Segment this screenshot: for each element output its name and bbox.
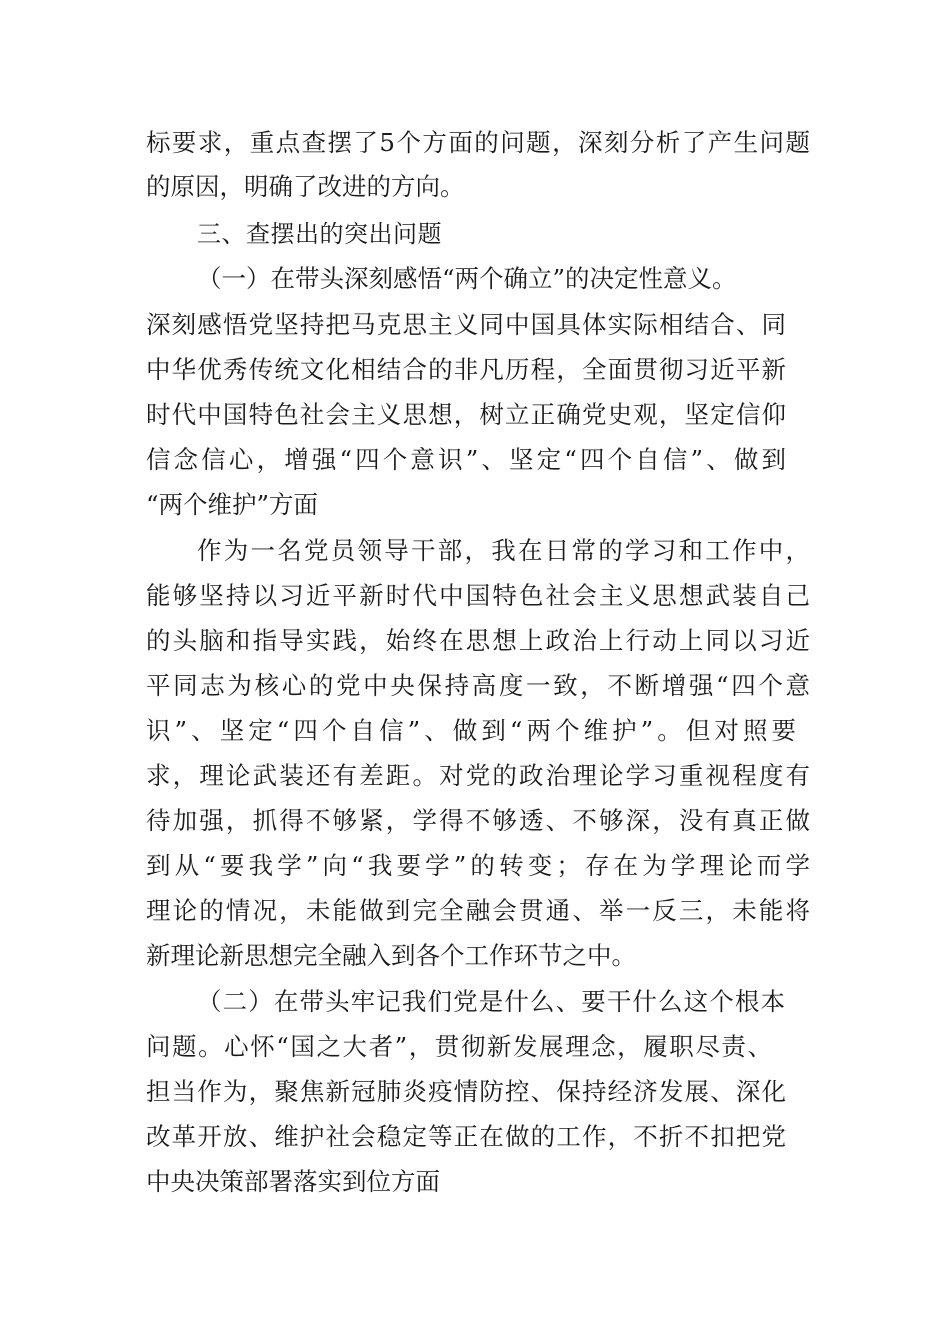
paragraph-line: 时代中国特色社会主义思想，树立正确党史观，坚定信仰 (146, 400, 786, 429)
paragraph-line: 担当作为，聚焦新冠肺炎疫情防控、保持经济发展、深化 (146, 1077, 786, 1106)
paragraph-line: 理论的情况，未能做到完全融会贯通、举一反三，未能将 (146, 896, 810, 925)
subsection-heading: （一）在带头深刻感悟“两个确立”的决定性意义。 (197, 264, 737, 293)
paragraph-line: 信念信心，增强“四个意识”、坚定“四个自信”、做到 (146, 445, 786, 474)
paragraph-line: 能够坚持以习近平新时代中国特色社会主义思想武装自己 (146, 581, 810, 610)
paragraph-line: 标要求，重点查摆了5个方面的问题，深刻分析了产生问题 (146, 128, 810, 157)
paragraph-line: 新理论新思想完全融入到各个工作环节之中。 (146, 941, 636, 970)
paragraph-line: 中华优秀传统文化相结合的非凡历程，全面贯彻习近平新 (146, 355, 786, 384)
paragraph-line: 的原因，明确了改进的方向。 (146, 172, 465, 201)
paragraph-line: 作为一名党员领导干部，我在日常的学习和工作中， (197, 536, 810, 565)
paragraph-line: 深刻感悟党坚持把马克思主义同中国具体实际相结合、同 (146, 310, 786, 339)
paragraph-line: 中央决策部署落实到位方面 (146, 1167, 440, 1196)
paragraph-line: 求，理论武装还有差距。对党的政治理论学习重视程度有 (146, 761, 810, 790)
paragraph-line: “两个维护”方面 (146, 490, 319, 519)
paragraph-line: 的头脑和指导实践，始终在思想上政治上行动上同以习近 (146, 626, 810, 655)
paragraph-line: 平同志为核心的党中央保持高度一致，不断增强“四个意 (146, 671, 810, 700)
subsection-heading: （二）在带头牢记我们党是什么、要干什么这个根本 (197, 987, 785, 1016)
paragraph-line: 待加强，抓得不够紧，学得不够透、不够深，没有真正做 (146, 806, 810, 835)
paragraph-line: 识”、坚定“四个自信”、做到“两个维护”。但对照要 (146, 716, 796, 745)
paragraph-line: 到从“要我学”向“我要学”的转变；存在为学理论而学 (146, 851, 810, 880)
section-heading: 三、查摆出的突出问题 (197, 220, 442, 248)
paragraph-line: 问题。心怀“国之大者”，贯彻新发展理念，履职尽责、 (146, 1032, 772, 1061)
paragraph-line: 改革开放、维护社会稳定等正在做的工作，不折不扣把党 (146, 1122, 786, 1151)
